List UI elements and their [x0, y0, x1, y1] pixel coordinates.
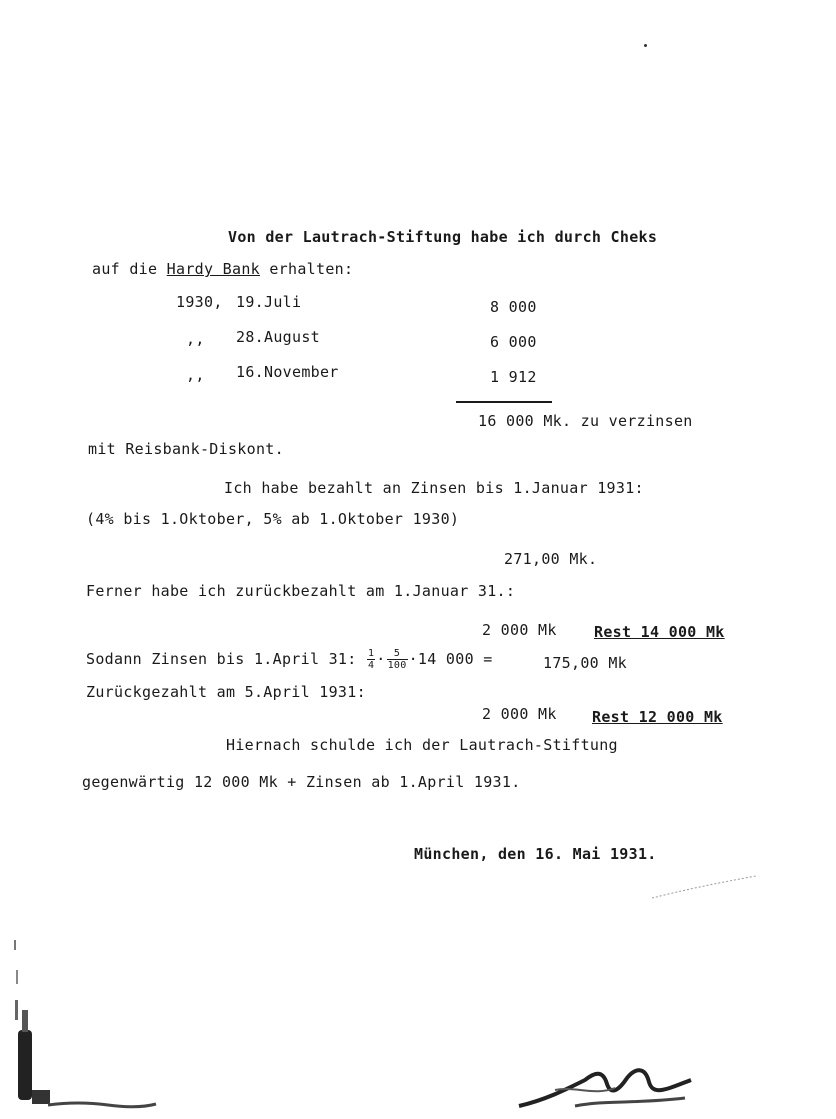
interest-note: (4% bis 1.Oktober, 5% ab 1.Oktober 1930): [86, 510, 460, 528]
interest-2-post: ·14 000 =: [408, 650, 493, 668]
repay-2-line: Zurückgezahlt am 5.April 1931:: [86, 683, 366, 701]
fraction-quarter-den: 4: [367, 660, 375, 671]
repay-1-rest: [594, 623, 725, 641]
receipt-1-date: 19.Juli: [236, 293, 302, 311]
interest-2-pre: Sodann Zinsen bis 1.April 31:: [86, 650, 357, 668]
interest-2-amount: 175,00 Mk: [543, 654, 627, 672]
closing-line-1: Hiernach schulde ich der Lautrach-Stiftung: [226, 736, 618, 754]
receipt-2-amount: 6 000: [490, 333, 537, 351]
total-line: 16 000 Mk. zu verzinsen: [478, 412, 693, 430]
fraction-rate: [387, 648, 408, 671]
receipt-1-amount: 8 000: [490, 298, 537, 316]
repay-2-amount: 2 000 Mk: [482, 705, 557, 723]
intro-line-2-pre: auf die: [92, 260, 158, 278]
handwritten-flourish: [515, 1060, 695, 1112]
intro-line-2-post: erhalten:: [269, 260, 354, 278]
bank-name: Hardy Bank: [166, 260, 260, 278]
intro-line-2: [92, 260, 353, 278]
scan-bottom-artifact: [48, 1095, 158, 1113]
repay-2-rest-text: Rest 12 000 Mk: [592, 708, 723, 726]
fraction-rate-num: 5: [387, 648, 408, 660]
receipt-2-date: 28.August: [236, 328, 320, 346]
receipt-1-year: 1930,: [176, 293, 223, 311]
repay-1-amount: 2 000 Mk: [482, 621, 557, 639]
interest-2-line: Sodann Zinsen bis 1.April 31: $\frac{1}{4}$ · $\frac{5}{100}$ ·14 000 =: [86, 648, 493, 671]
receipt-3-amount: 1 912: [490, 368, 537, 386]
fraction-quarter: [367, 648, 375, 671]
scan-edge-artifact: [10, 900, 50, 1115]
closing-line-2: gegenwärtig 12 000 Mk + Zinsen ab 1.April 1931.: [82, 773, 521, 791]
rate-line: mit Reisbank-Diskont.: [88, 440, 284, 458]
receipt-2-year: ,,: [186, 330, 205, 348]
fraction-rate-den: 100: [387, 660, 407, 671]
interest-line: Ich habe bezahlt an Zinsen bis 1.Januar 1931:: [224, 479, 644, 497]
place-date: München, den 16. Mai 1931.: [414, 845, 657, 863]
scan-speck: [644, 44, 647, 47]
pencil-stroke: [650, 872, 760, 902]
sum-rule: [456, 401, 552, 403]
repay-2-rest: [592, 708, 723, 726]
repay-1-line: Ferner habe ich zurückbezahlt am 1.Januar 31.:: [86, 582, 516, 600]
receipt-3-date: 16.November: [236, 363, 339, 381]
repay-1-rest-text: Rest 14 000 Mk: [594, 623, 725, 641]
receipt-3-year: ,,: [186, 366, 205, 384]
interest-amount: 271,00 Mk.: [504, 550, 598, 568]
fraction-quarter-num: 1: [367, 648, 375, 659]
intro-line-1: Von der Lautrach-Stiftung habe ich durch Cheks: [228, 228, 658, 246]
